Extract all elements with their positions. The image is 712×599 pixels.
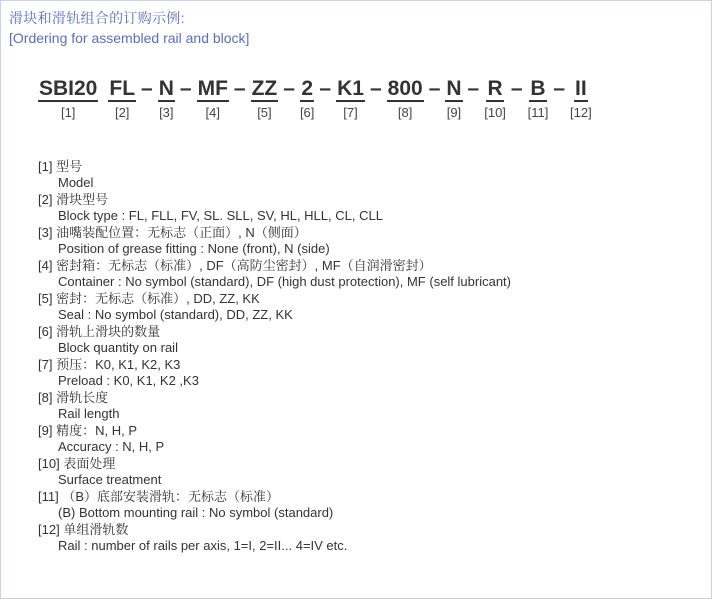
definition-zh: 单组滑轨数 xyxy=(63,522,129,537)
code-segment-index: [12] xyxy=(570,105,592,120)
definition-zh: 预压：K0, K1, K2, K3 xyxy=(56,357,181,372)
definition-zh: （B）底部安装滑轨：无标志（标准） xyxy=(62,489,280,504)
definition-heading xyxy=(38,158,688,175)
definition-zh: 滑块型号 xyxy=(56,192,109,207)
code-segment xyxy=(197,78,229,120)
code-segment xyxy=(570,78,592,120)
definition-item xyxy=(38,521,688,554)
code-segment xyxy=(528,78,549,120)
code-segment-index: [5] xyxy=(257,105,272,120)
definition-number: [10] xyxy=(38,456,60,471)
code-segment xyxy=(336,78,365,120)
definition-en: Block quantity on rail xyxy=(58,340,178,355)
definition-en: Rail length xyxy=(58,406,120,421)
definition-item xyxy=(38,158,688,191)
definition-number: [8] xyxy=(38,390,53,405)
definition-number: [3] xyxy=(38,225,53,240)
definition-number: [5] xyxy=(38,291,53,306)
code-segment-value: N xyxy=(446,77,462,100)
code-segment xyxy=(387,78,424,120)
definition-item xyxy=(38,389,688,422)
definition-heading xyxy=(38,422,688,439)
code-segment-index: [2] xyxy=(114,105,130,120)
code-segment-value: K1 xyxy=(337,77,364,100)
header-title-en: [Ordering for assembled rail and block] xyxy=(9,30,250,46)
code-separator: – xyxy=(233,77,246,100)
definition-item xyxy=(38,488,688,521)
definition-item xyxy=(38,224,688,257)
definition-number: [12] xyxy=(38,522,60,537)
code-segment xyxy=(158,78,175,120)
definition-zh: 密封：无标志（标准）, DD, ZZ, KK xyxy=(56,291,260,306)
definition-heading xyxy=(38,356,688,373)
code-segment xyxy=(251,78,279,120)
code-segment xyxy=(108,78,136,120)
code-segment-index: [8] xyxy=(397,105,413,120)
ordering-code-row xyxy=(38,78,592,120)
definition-heading xyxy=(38,257,688,274)
definition-zh: 密封箱：无标志（标准）, DF（高防尘密封）, MF（自润滑密封） xyxy=(56,258,432,273)
definition-item xyxy=(38,290,688,323)
definition-zh: 精度：N, H, P xyxy=(56,423,137,438)
code-separator: – xyxy=(467,77,480,100)
definition-heading xyxy=(38,323,688,340)
code-segment xyxy=(484,78,506,120)
definition-item xyxy=(38,356,688,389)
definition-number: [9] xyxy=(38,423,53,438)
code-segment-value: II xyxy=(575,77,587,100)
definition-heading xyxy=(38,191,688,208)
code-segment-value: N xyxy=(158,77,174,100)
code-separator: – xyxy=(428,77,441,100)
code-separator: – xyxy=(319,77,332,100)
definition-heading xyxy=(38,488,688,505)
definition-zh: 滑轨长度 xyxy=(56,390,109,405)
code-segment-value: ZZ xyxy=(251,77,278,100)
definition-zh: 油嘴装配位置：无标志（正面）, N（侧面） xyxy=(56,225,307,240)
definition-number: [6] xyxy=(38,324,53,339)
code-separator: – xyxy=(510,77,523,100)
code-segment-value: 2 xyxy=(301,77,314,100)
code-segment-value: SBI20 xyxy=(39,77,98,100)
definition-number: [7] xyxy=(38,357,53,372)
code-segment xyxy=(445,78,462,120)
code-segment-index: [6] xyxy=(299,105,315,120)
definition-en: Position of grease fitting : None (front), N (side) xyxy=(58,241,330,256)
code-segment-index: [3] xyxy=(159,105,174,120)
code-segment-index: [7] xyxy=(343,105,358,120)
code-separator: – xyxy=(141,77,153,100)
definition-en: Accuracy : N, H, P xyxy=(58,439,165,454)
definition-list xyxy=(38,158,688,554)
definition-item xyxy=(38,323,688,356)
definition-en: Rail : number of rails per axis, 1=I, 2=II... 4=IV etc. xyxy=(58,538,348,553)
definition-en: Container : No symbol (standard), DF (high dust protection), MF (self lubricant) xyxy=(58,274,512,289)
definition-zh: 表面处理 xyxy=(63,456,116,471)
code-segment xyxy=(38,78,98,120)
definition-item xyxy=(38,191,688,224)
code-segment-index: [10] xyxy=(484,105,506,120)
code-separator: – xyxy=(369,77,382,100)
code-segment-index: [4] xyxy=(205,105,220,120)
definition-zh: 滑轨上滑块的数量 xyxy=(56,324,161,339)
code-segment-value: FL xyxy=(109,77,136,100)
code-segment-value: R xyxy=(487,77,503,100)
definition-heading xyxy=(38,521,688,538)
definition-en: Model xyxy=(58,175,94,190)
definition-en: Preload : K0, K1, K2 ,K3 xyxy=(58,373,199,388)
definition-number: [1] xyxy=(38,159,53,174)
code-segment-value: MF xyxy=(197,77,228,100)
code-segment xyxy=(300,78,314,120)
definition-number: [2] xyxy=(38,192,53,207)
definition-item xyxy=(38,455,688,488)
definition-en: Surface treatment xyxy=(58,472,162,487)
definition-heading xyxy=(38,455,688,472)
header-title-zh: 滑块和滑轨组合的订购示例: xyxy=(9,10,185,26)
code-separator: – xyxy=(553,77,566,100)
definition-number: [4] xyxy=(38,258,53,273)
definition-zh: 型号 xyxy=(56,159,83,174)
definition-en: (B) Bottom mounting rail : No symbol (standard) xyxy=(58,505,334,520)
code-segment-index: [1] xyxy=(60,105,76,120)
definition-number: [11] xyxy=(38,489,59,504)
code-segment-index: [9] xyxy=(446,105,462,120)
code-segment-value: B xyxy=(530,77,546,100)
definition-en: Block type : FL, FLL, FV, SL. SLL, SV, HL, HLL, CL, CLL xyxy=(58,208,383,223)
code-separator: – xyxy=(283,77,295,100)
definition-heading xyxy=(38,389,688,406)
definition-item xyxy=(38,422,688,455)
definition-en: Seal : No symbol (standard), DD, ZZ, KK xyxy=(58,307,293,322)
definition-heading xyxy=(38,290,688,307)
code-segment-value: 800 xyxy=(387,77,423,100)
definition-item xyxy=(38,257,688,290)
code-segment-index: [11] xyxy=(527,105,549,120)
definition-heading xyxy=(38,224,688,241)
code-separator: – xyxy=(179,77,192,100)
